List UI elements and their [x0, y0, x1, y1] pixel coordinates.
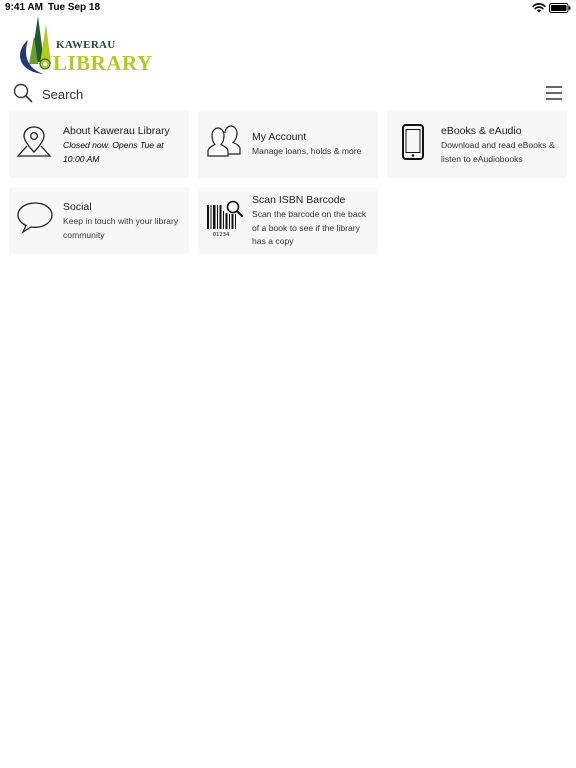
tile-subtitle: Manage loans, holds & more — [252, 146, 362, 156]
search-icon[interactable] — [13, 83, 33, 103]
account-users-icon — [204, 124, 244, 158]
speech-bubble-icon — [15, 200, 55, 234]
tile-about-library[interactable] — [9, 111, 189, 178]
kawerau-library-logo — [14, 14, 153, 76]
hamburger-menu-icon[interactable] — [545, 85, 563, 101]
barcode-scan-icon — [204, 199, 244, 239]
search-input[interactable] — [42, 84, 502, 104]
tile-subtitle: Scan the barcode on the back of a book to see if the library has a copy — [252, 209, 367, 246]
barcode-digits: 01234 — [212, 232, 230, 238]
wifi-icon — [532, 2, 546, 13]
tablet-icon — [393, 123, 433, 161]
battery-icon — [549, 3, 571, 13]
tile-my-account[interactable] — [198, 111, 378, 178]
logo-text-library: LIBRARY — [53, 51, 153, 75]
tile-scan-isbn-barcode[interactable] — [198, 187, 378, 254]
tile-title: About Kawerau Library — [63, 125, 170, 137]
tile-subtitle: Keep in touch with your library community — [63, 216, 179, 240]
opening-hours-status: Closed now. Opens Tue at 10:00 AM — [63, 140, 164, 164]
tile-subtitle: Download and read eBooks & listen to eAudiobooks — [441, 140, 555, 164]
search-bar — [0, 82, 576, 106]
tile-title: eBooks & eAudio — [441, 125, 522, 137]
status-time: 9:41 AM — [5, 2, 43, 13]
tile-title: Social — [63, 201, 92, 213]
tile-title: My Account — [252, 131, 307, 143]
tile-ebooks-eaudio[interactable] — [387, 111, 567, 178]
status-date: Tue Sep 18 — [48, 2, 101, 13]
tile-title: Scan ISBN Barcode — [252, 194, 346, 206]
location-pin-icon — [15, 124, 55, 158]
tile-social[interactable] — [9, 187, 189, 254]
logo-text-kawerau: KAWERAU — [56, 39, 116, 51]
